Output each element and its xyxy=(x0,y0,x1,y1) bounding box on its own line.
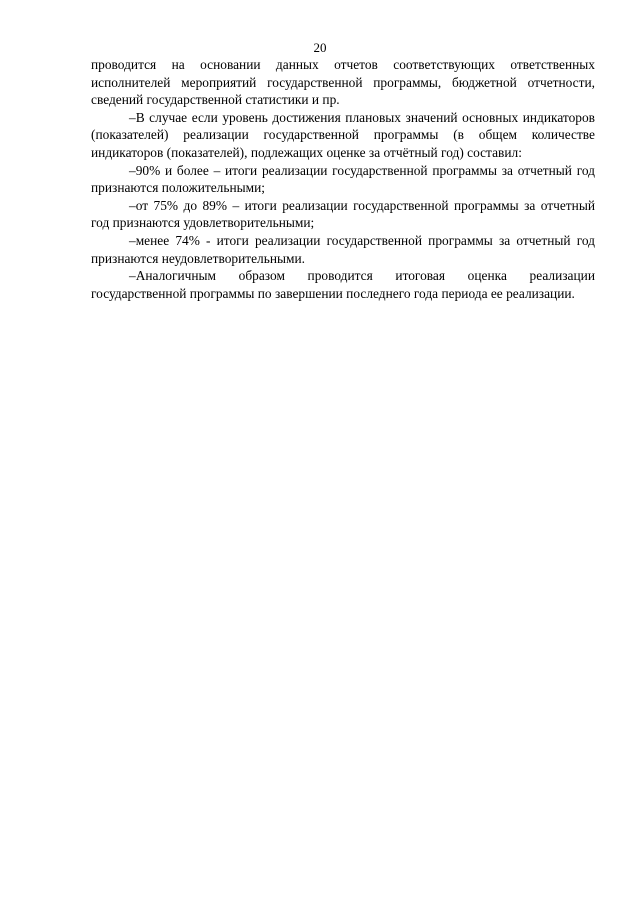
paragraph-achievement-condition: –В случае если уровень достижения плановых значений основных индикаторов (показателей) реализации государственной программы (в общем количестве индикаторов (показателей), подлежащих оценке за отчётный год) составил: xyxy=(91,109,595,160)
paragraph-sources: проводится на основании данных отчетов соответствующих ответственных исполнителей мероприятий государственной программы, бюджетной отчетности, сведений государственной статистики и пр. xyxy=(91,57,595,108)
document-body xyxy=(91,56,595,302)
paragraph-satisfactory-result: –от 75% до 89% – итоги реализации государственной программы за отчетный год признаются удовлетворительными; xyxy=(91,197,595,231)
paragraph-final-assessment: –Аналогичным образом проводится итоговая оценка реализации государственной программы по завершении последнего года периода ее реализации. xyxy=(91,268,595,301)
paragraph-unsatisfactory-result: –менее 74% - итоги реализации государственной программы за отчетный год признаются неудовлетворительными. xyxy=(91,232,595,266)
page-number: 20 xyxy=(313,40,327,55)
paragraph-positive-result: –90% и более – итоги реализации государственной программы за отчетный год признаются положительными; xyxy=(91,162,595,196)
